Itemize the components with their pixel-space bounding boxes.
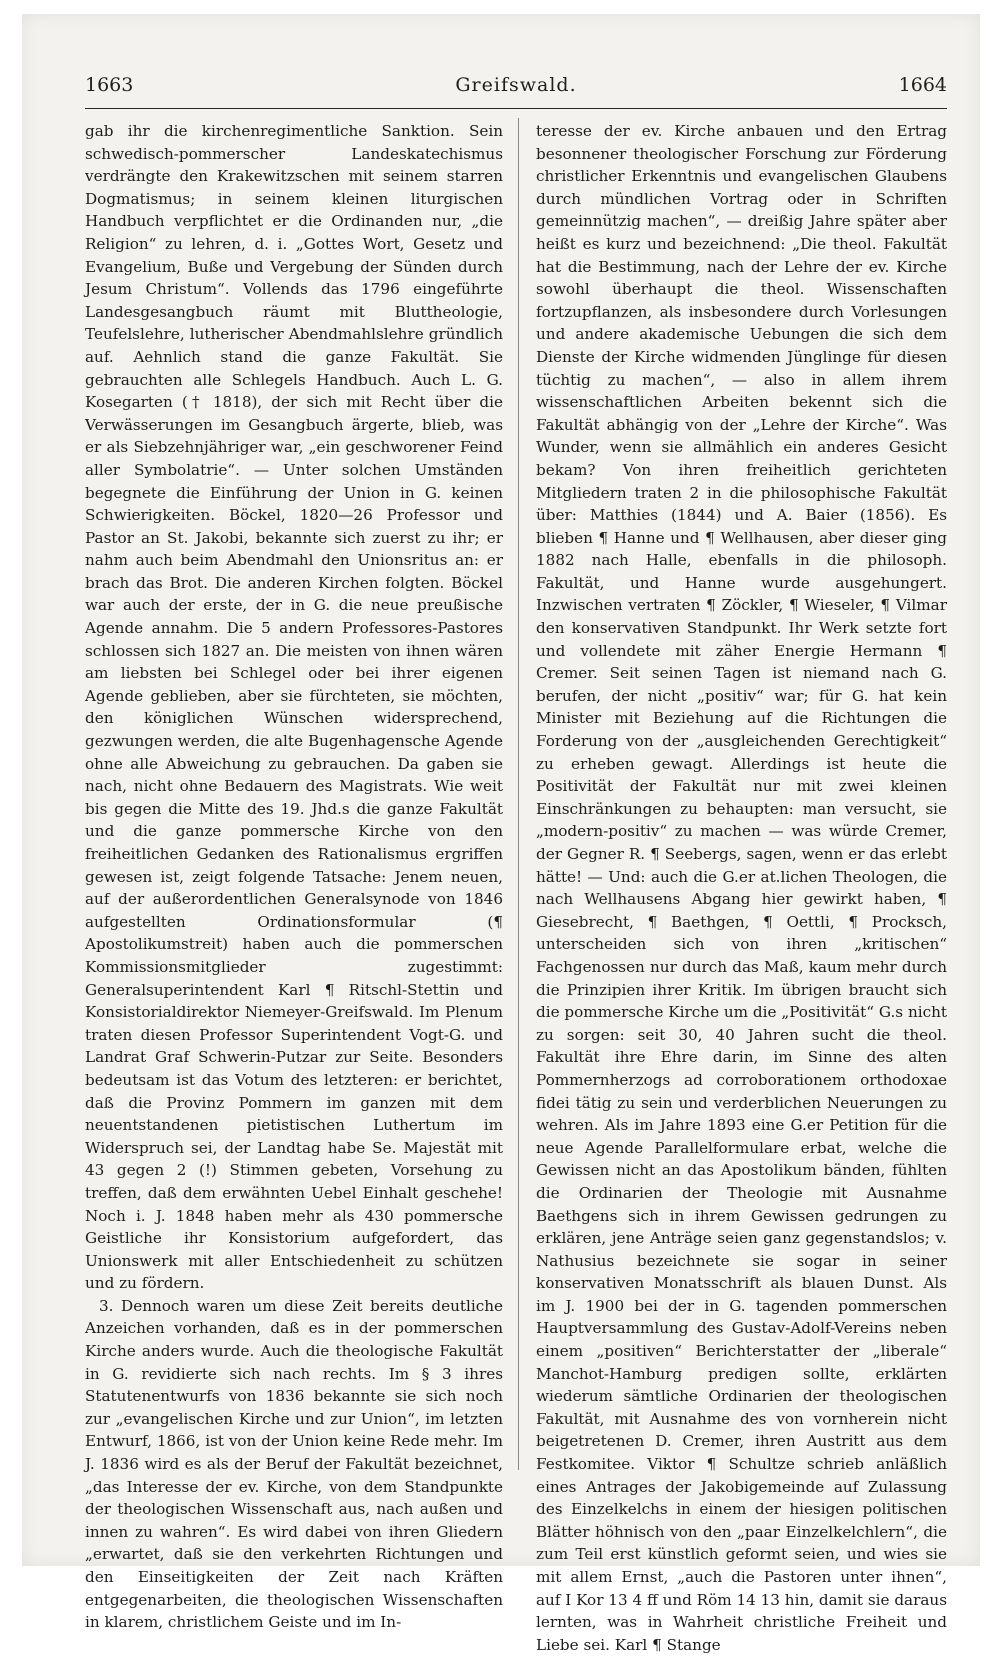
text-column-right <box>536 120 947 1654</box>
running-title: Greifswald. <box>455 74 577 96</box>
header-rule <box>85 108 947 109</box>
page-number-right: 1664 <box>898 74 947 96</box>
paragraph: gab ihr die kirchenregimentliche Sanktion. Sein schwedisch-pommerscher Landeskatechismus verdrängte den Krakewitzschen mit seinem starren Dogmatismus; in seinem kleinen liturgischen Handbuch verpflichtet er die Ordinanden nur, „die Religion“ zu lehren, d. i. „Gottes Wort, Gesetz und Evangelium, Buße und Vergebung der Sünden durch Jesum Christum“. Vollends das 1796 eingeführte Landesgesangbuch räumt mit Bluttheologie, Teufelslehre, lutherischer Abendmahlslehre gründlich auf. Aehnlich stand die ganze Fakultät. Sie gebrauchten alle Schlegels Handbuch. Auch L. G. Kosegarten († 1818), der sich mit Recht über die Verwässerungen im Gesangbuch ärgerte, blieb, was er als Siebzehnjähriger war, „ein geschworener Feind aller Symbolatrie“. — Unter solchen Umständen begegnete die Einführung der Union in G. keinen Schwierigkeiten. Böckel, 1820—26 Professor und Pastor an St. Jakobi, bekannte sich zuerst zu ihr; er nahm auch beim Abendmahl den Unionsritus an: er brach das Brot. Die anderen Kirchen folgten. Böckel war auch der erste, der in G. die neue preußische Agende annahm. Die 5 andern Professores-Pastores schlossen sich 1827 an. Die meisten von ihnen wären am liebsten bei Schlegel oder bei ihrer eigenen Agende geblieben, aber sie fürchteten, sie möchten, den königlichen Wünschen widersprechend, gezwungen werden, die alte Bugenhagensche Agende ohne alle Abweichung zu gebrauchen. Da gaben sie nach, nicht ohne Bedauern des Magistrats. Wie weit bis gegen die Mitte des 19. Jhd.s die ganze Fakultät und die ganze pommersche Kirche von den freiheitlichen Gedanken des Rationalismus ergriffen gewesen ist, zeigt folgende Tatsache: Jenem neuen, auf der außerordentlichen Generalsynode von 1846 aufgestellten Ordinationsformular (¶ Apostolikumstreit) haben auch die pommerschen Kommissionsmitglieder zugestimmt: Generalsuperintendent Karl ¶ Ritschl-Stettin und Konsistorialdirektor Niemeyer-Greifswald. Im Plenum traten diesen Professor Superintendent Vogt-G. und Landrat Graf Schwerin-Putzar zur Seite. Besonders bedeutsam ist das Votum des letzteren: er berichtet, daß die Provinz Pommern im ganzen mit dem neuentstandenen pietistischen Luthertum im Widerspruch sei, der Landtag habe Se. Majestät mit 43 gegen 2 (!) Stimmen gebeten, Vorsehung zu treffen, daß dem erwähnten Uebel Einhalt geschehe! Noch i. J. 1848 haben mehr als 430 pommersche Geistliche ihr Konsistorium aufgefordert, das Unionswerk mit aller Entschiedenheit zu schützen und zu fördern. <box>85 122 503 1293</box>
paragraph: teresse der ev. Kirche anbauen und den Ertrag besonnener theologischer Forschung zur Förderung christlicher Erkenntnis und evangelischen Glaubens durch mündlichen Vortrag oder in Schriften gemeinnützig machen“, — dreißig Jahre später aber heißt es kurz und bezeichnend: „Die theol. Fakultät hat die Bestimmung, nach der Lehre der ev. Kirche sowohl überhaupt die theol. Wissenschaften fortzupflanzen, als insbesondere durch Vorlesungen und andere akademische Uebungen die sich dem Dienste der Kirche widmenden Jünglinge für diesen tüchtig zu machen“, — also in allem ihrem wissenschaftlichen Arbeiten bekennt sich die Fakultät abhängig von der „Lehre der Kirche“. Was Wunder, wenn sie allmählich ein anderes Gesicht bekam? Von ihren freiheitlich gerichteten Mitgliedern traten 2 in die philosophische Fakultät über: Matthies (1844) und A. Baier (1856). Es blieben ¶ Hanne und ¶ Wellhausen, aber dieser ging 1882 nach Halle, ebenfalls in die philosoph. Fakultät, und Hanne wurde ausgehungert. Inzwischen vertraten ¶ Zöckler, ¶ Wieseler, ¶ Vilmar den konservativen Standpunkt. Ihr Werk setzte fort und vollendete mit zäher Energie Hermann ¶ Cremer. Seit seinen Tagen ist niemand nach G. berufen, der nicht „positiv“ war; für G. hat kein Minister mit Beziehung auf die Richtungen die Forderung von der „ausgleichenden Gerechtigkeit“ zu erheben gewagt. Allerdings ist heute die Positivität der Fakultät nur mit zwei kleinen Einschränkungen zu behaupten: man versucht, sie „modern-positiv“ zu machen — was würde Cremer, der Gegner R. ¶ Seebergs, sagen, wenn er das erlebt hätte! — Und: auch die G.er at.lichen Theologen, die nach Wellhausens Abgang hier gewirkt haben, ¶ Giesebrecht, ¶ Baethgen, ¶ Oettli, ¶ Procksch, unterscheiden sich von ihren „kritischen“ Fachgenossen nur durch das Maß, kaum mehr durch die Prinzipien ihrer Kritik. Im übrigen braucht sich die pommersche Kirche um die „Positivität“ G.s nicht zu sorgen: seit 30, 40 Jahren sucht die theol. Fakultät ihre Ehre darin, im Sinne des alten Pommernherzogs ad corroborationem orthodoxae fidei tätig zu sein und verderblichen Neuerungen zu wehren. Als im Jahre 1893 eine G.er Petition für die neue Agende Parallelformulare erbat, welche die Gewissen nicht an das Apostolikum bänden, fühlten die Ordinarien der Theologie mit Ausnahme Baethgens sich in ihrem Gewissen gedrungen zu erklären, jene Anträge seien ganz gegenstandslos; v. Nathusius bezeichnete sie sogar in seiner konservativen Monatsschrift als blauen Dunst. Als im J. 1900 bei der in G. tagenden pommerschen Hauptversammlung des Gustav-Adolf-Vereins neben einem „positiven“ Berichterstatter der „liberale“ Manchot-Hamburg predigen sollte, erklärten wiederum sämtliche Ordinarien der theologischen Fakultät, mit Ausnahme des von vornherein nicht beigetretenen D. Cremer, ihren Austritt aus dem Festkomitee. Viktor ¶ Schultze schrieb anläßlich eines Antrages der Jakobigemeinde auf Zulassung des Einzelkelchs in einem der hiesigen politischen Blätter höhnisch von den „paar Einzelkelchlern“, die zum Teil erst künstlich geformt seien, und wies sie mit allem Ernst, „auch die Pastoren unter ihnen“, auf I Kor 13 4 ff und Röm 14 13 hin, damit sie daraus lernten, was in Wahrheit christliche Freiheit und Liebe sei. Karl ¶ Stange <box>536 122 947 1654</box>
column-divider <box>518 118 519 1470</box>
page-header <box>85 66 947 106</box>
page-number-left: 1663 <box>85 74 134 96</box>
text-column-left <box>85 120 503 1632</box>
paragraph: 3. Dennoch waren um diese Zeit bereits deutliche Anzeichen vorhanden, daß es in der pommerschen Kirche anders wurde. Auch die theologische Fakultät in G. revidierte sich nach rechts. Im § 3 ihres Statutenentwurfs von 1836 bekannte sie sich noch zur „evangelischen Kirche und zur Union“, im letzten Entwurf, 1866, ist von der Union keine Rede mehr. Im J. 1836 wird es als der Beruf der Fakultät bezeichnet, „das Interesse der ev. Kirche, von dem Standpunkte der theologischen Wissenschaft aus, nach außen und innen zu wahren“. Es wird dabei von ihren Gliedern „erwartet, daß sie den verkehrten Richtungen und den Einseitigkeiten der Zeit nach Kräften entgegenarbeiten, die theologischen Wissenschaften in klarem, christlichem Geiste und im In- <box>85 1296 503 1632</box>
